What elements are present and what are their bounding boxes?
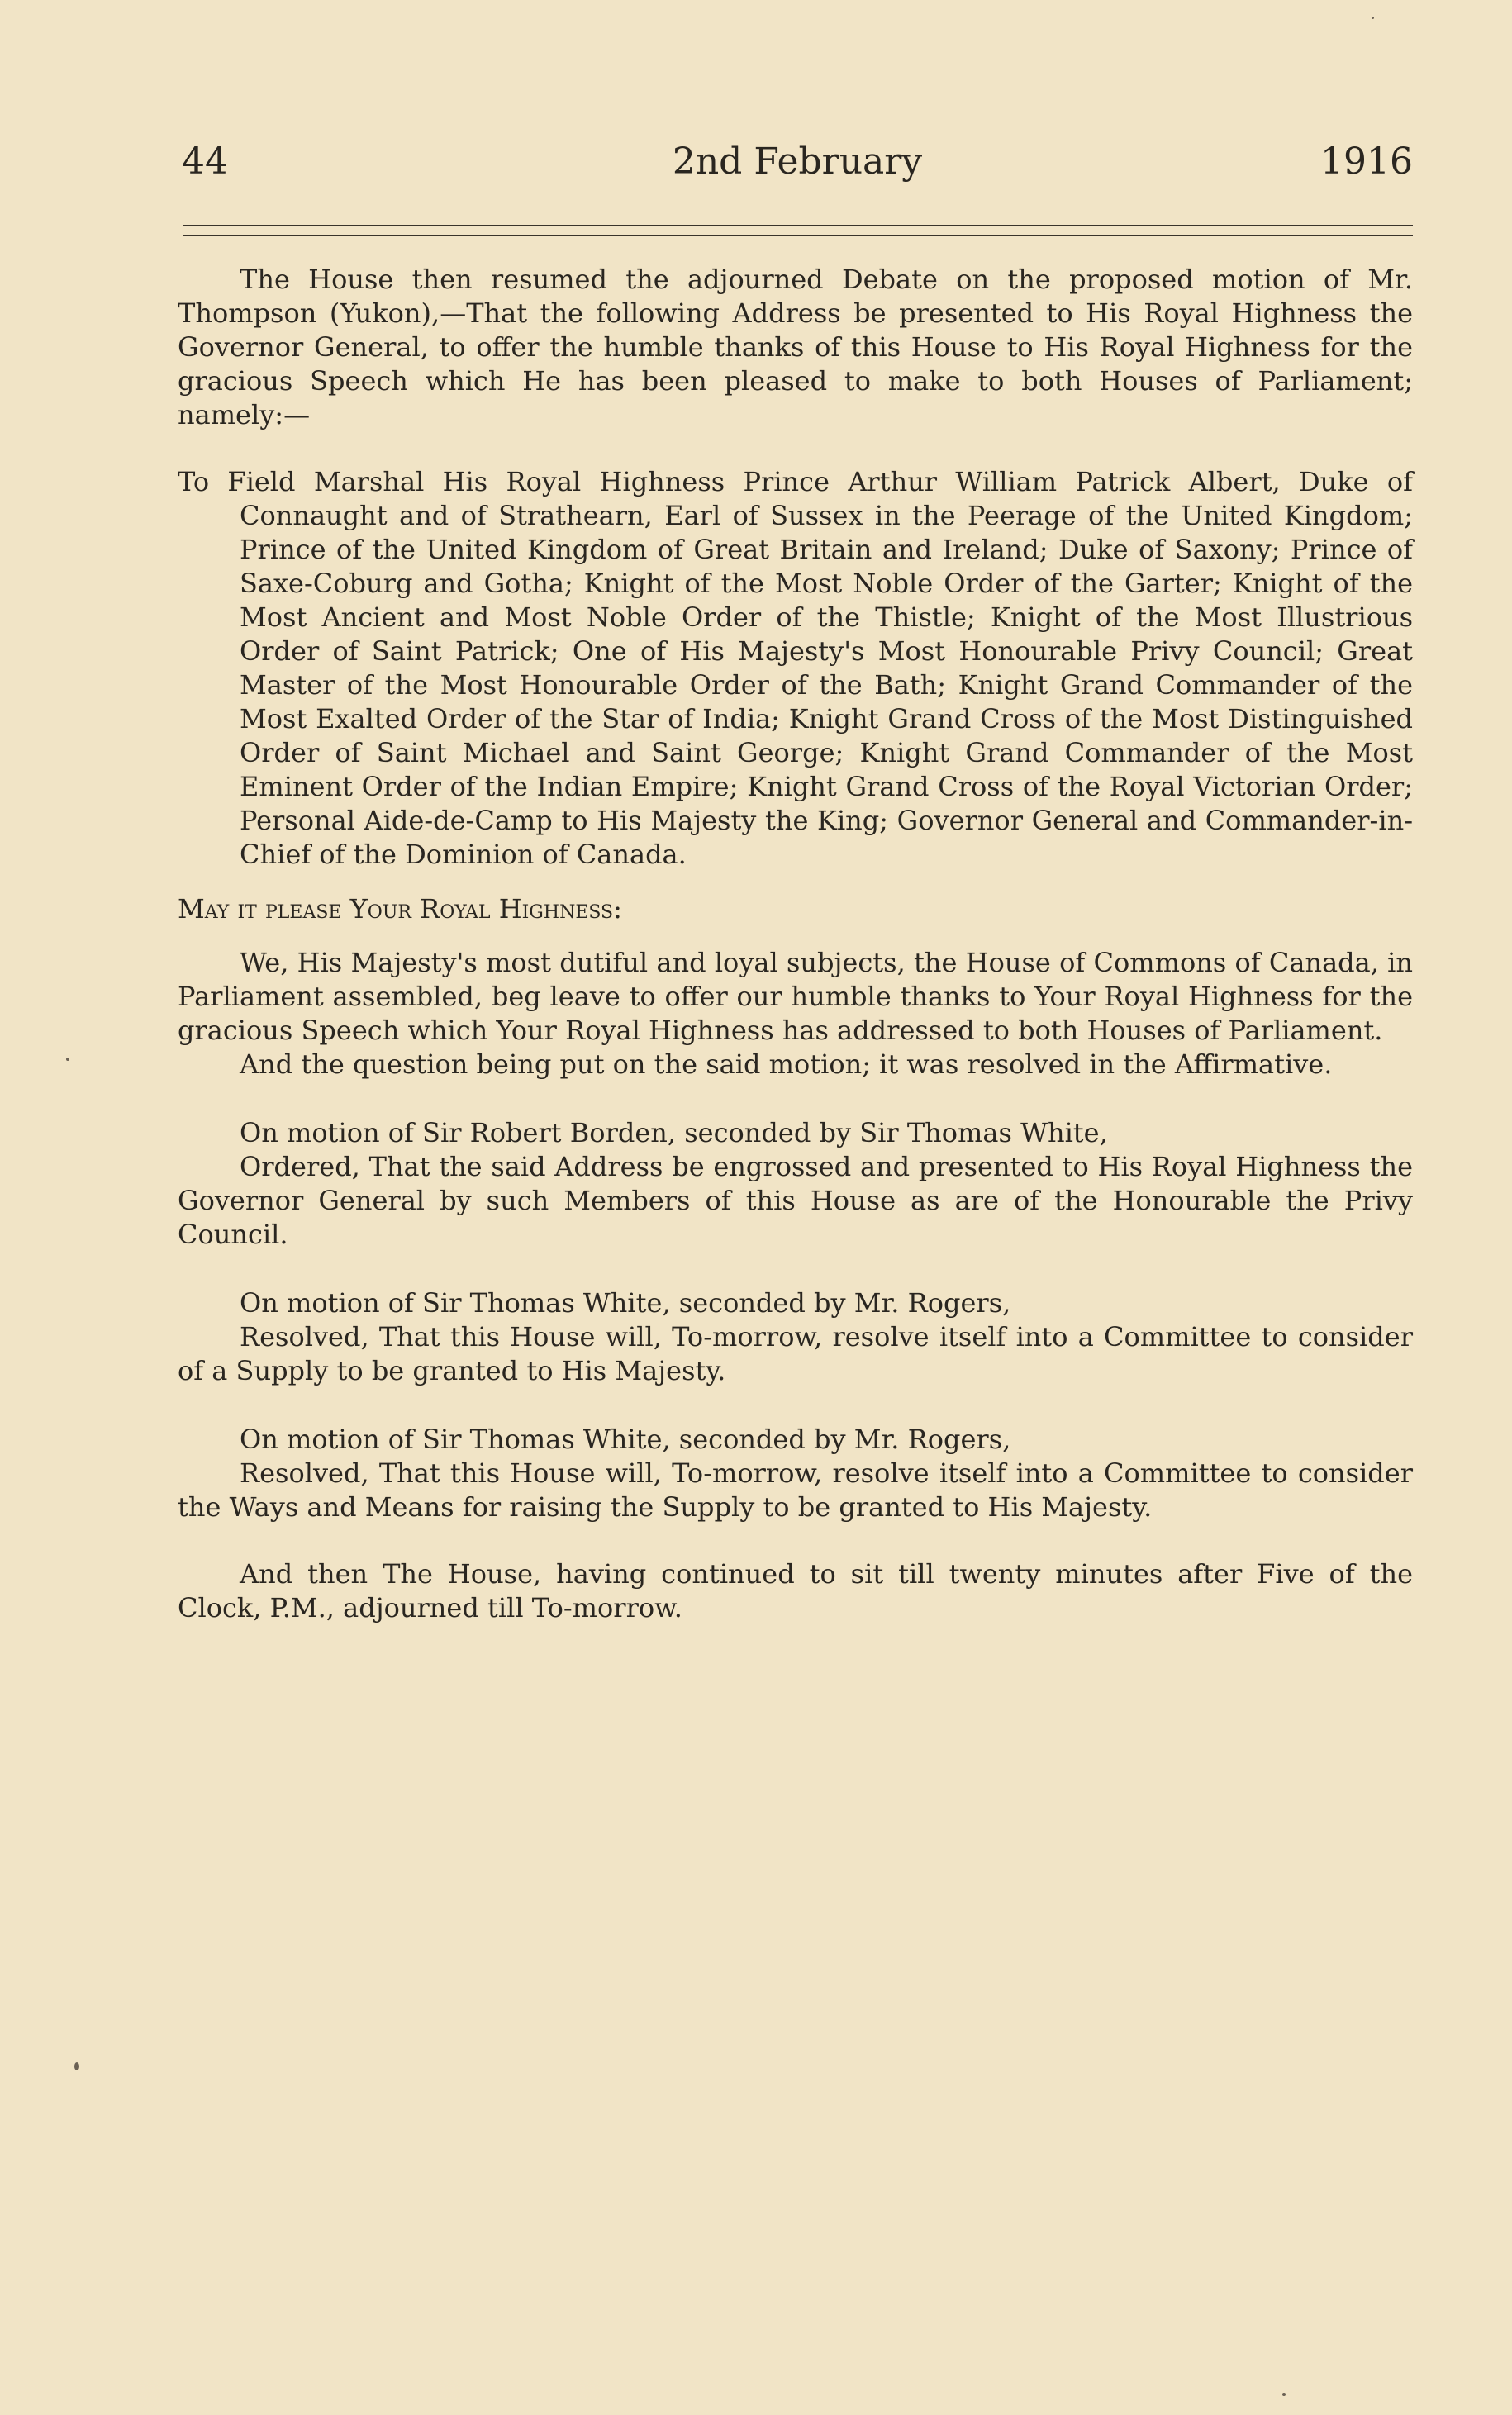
page-date: 2nd February bbox=[672, 140, 923, 183]
journal-body bbox=[178, 263, 1413, 1625]
speck bbox=[1372, 17, 1374, 19]
speck bbox=[1282, 2393, 1286, 2396]
page-number: 44 bbox=[182, 140, 228, 183]
ordered-paragraph: Ordered, That the said Address be engrossed and presented to His Royal Highness the Governor General by such Members of this House as are of the Honourable the Privy Council. bbox=[178, 1151, 1413, 1250]
resolved-supply: Resolved, That this House will, To-morrow, resolve itself into a Committee to consider of a Supply to be granted to His Majesty. bbox=[178, 1321, 1413, 1386]
motion-borden: On motion of Sir Robert Borden, seconded by Sir Thomas White, bbox=[240, 1117, 1108, 1148]
speck bbox=[66, 1058, 69, 1061]
debate-paragraph: The House then resumed the adjourned Debate on the proposed motion of Mr. Thompson (Yukon),—That the following Address be presented to His Royal Highness the Governor General, to offer the humble thanks of this House to His Royal Highness for the gracious Speech which He has been pleased to make to both Houses of Parliament; namely:— bbox=[178, 264, 1413, 430]
address-body: We, His Majesty's most dutiful and loyal subjects, the House of Commons of Canada, in Parliament assembled, beg leave to offer our humble thanks to Your Royal Highness for the gracious Speech which Your Royal Highness has addressed to both Houses of Parliament. bbox=[178, 947, 1413, 1046]
motion-white-ways-means: On motion of Sir Thomas White, seconded by Mr. Rogers, bbox=[240, 1424, 1011, 1455]
adjournment-paragraph: And then The House, having continued to sit till twenty minutes after Five of the Clock, P.M., adjourned till To-morrow. bbox=[178, 1558, 1413, 1623]
speck bbox=[74, 2062, 79, 2070]
address-heading: To Field Marshal His Royal Highness Prince Arthur William Patrick Albert, Duke of Connaught and of Strathearn, Earl of Sussex in the Peerage of the United Kingdom; Prince of the United Kingdom of Great Britain and Ireland; Duke of Saxony; Prince of Saxe-Coburg and Gotha; Knight of the Most Noble Order of the Garter; Knight of the Most Ancient and Most Noble Order of the Thistle; Knight of the Most Illustrious Order of Saint Patrick; One of His Majesty's Most Honourable Privy Council; Great Master of the Most Honourable Order of the Bath; Knight Grand Commander of the Most Exalted Order of the Star of India; Knight Grand Cross of the Most Distinguished Order of Saint Michael and Saint George; Knight Grand Commander of the Most Eminent Order of the Indian Empire; Knight Grand Cross of the Royal Victorian Order; Personal Aide-de-Camp to His Majesty the King; Governor General and Commander-in-Chief of the Dominion of Canada. bbox=[178, 466, 1413, 870]
page-header bbox=[182, 140, 1413, 198]
motion-white-supply: On motion of Sir Thomas White, seconded by Mr. Rogers, bbox=[240, 1287, 1011, 1319]
page-year: 1916 bbox=[1320, 140, 1413, 183]
resolved-ways-means: Resolved, That this House will, To-morrow, resolve itself into a Committee to consider the Ways and Means for raising the Supply to be granted to His Majesty. bbox=[178, 1457, 1413, 1523]
header-rule-bottom bbox=[183, 235, 1413, 236]
salutation: May it please Your Royal Highness: bbox=[178, 893, 622, 925]
header-rule-top bbox=[183, 225, 1413, 226]
resolution-paragraph: And the question being put on the said motion; it was resolved in the Affirmative. bbox=[240, 1048, 1333, 1080]
